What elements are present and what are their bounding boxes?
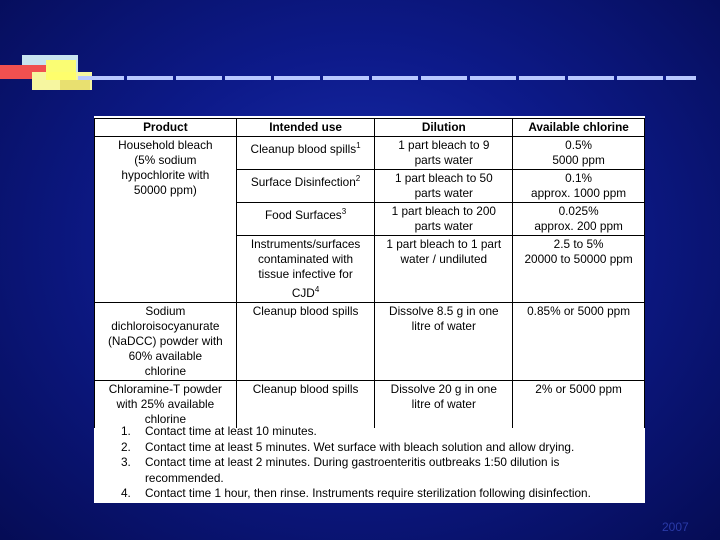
dilution-cell — [375, 236, 513, 303]
cell-line — [239, 282, 373, 301]
cell-line: Cleanup blood spills — [252, 381, 359, 396]
cell-line: parts water — [414, 219, 473, 233]
intended-use-cell — [236, 203, 375, 236]
cell-line: contaminated with — [258, 252, 354, 266]
cell-line: chlorine — [144, 363, 187, 378]
footnote-number: 1. — [121, 424, 131, 438]
chlorine-dilution-table — [94, 118, 645, 428]
table-header-row — [95, 119, 645, 137]
footnote-text: recommended. — [145, 470, 224, 485]
footnote-item — [121, 455, 645, 471]
cell-line — [239, 204, 373, 223]
footnote-item — [121, 486, 645, 502]
product-cell — [95, 137, 237, 303]
table-row — [95, 302, 645, 380]
footnote-number: 4. — [121, 486, 131, 500]
cell-line: 1 part bleach to 9 — [398, 138, 490, 152]
cell-line: parts water — [414, 153, 473, 167]
use-text: Food Surfaces — [264, 207, 342, 222]
dilution-cell — [375, 137, 513, 170]
intended-use-cell — [236, 236, 375, 303]
cell-line: 0.5% — [565, 138, 593, 152]
chlorine-cell — [513, 236, 645, 303]
footnote-number: 3. — [121, 455, 131, 469]
table-row — [95, 137, 645, 170]
column-header: Product — [95, 119, 237, 137]
product-cell — [95, 302, 237, 380]
cell-line: 0.025% — [558, 204, 599, 218]
column-header: Intended use — [236, 119, 375, 137]
cell-line: with 25% available — [116, 396, 215, 411]
chlorine-cell — [513, 302, 645, 380]
footnote-marker: 2 — [355, 174, 361, 183]
cell-line: 0.85% or 5000 ppm — [527, 303, 631, 318]
cell-line: tissue infective for — [258, 267, 353, 281]
footnote-text: Contact time 1 hour, then rinse. Instruments require sterilization following disinfection. — [145, 486, 591, 500]
intended-use-cell — [236, 380, 375, 428]
cell-line: 50000 ppm) — [133, 183, 197, 197]
footnote-number: 2. — [121, 439, 131, 454]
cell-line: chlorine — [144, 411, 187, 426]
column-header: Dilution — [375, 119, 513, 137]
cell-line: Cleanup blood spills — [252, 303, 359, 318]
cell-line: 1 part bleach to 200 — [391, 204, 496, 218]
footnote-marker: 4 — [314, 285, 320, 294]
cell-line: water / undiluted — [400, 252, 488, 266]
cell-line: 0.1% — [565, 171, 593, 185]
cell-line: approx. 200 ppm — [534, 219, 623, 233]
header-decoration-block — [60, 80, 90, 90]
footnote-item — [121, 440, 645, 456]
cell-line: parts water — [414, 186, 473, 200]
column-header: Available chlorine — [513, 119, 645, 137]
use-text: CJD — [291, 285, 315, 300]
cell-line: 1 part bleach to 50 — [394, 171, 493, 185]
cell-line: dichloroisocyanurate — [111, 318, 220, 333]
footnote-item — [121, 424, 645, 440]
footer-year: 2007 — [662, 520, 689, 534]
cell-line: Dissolve 20 g in one — [390, 381, 497, 396]
cell-line — [239, 138, 373, 157]
header-divider-rule — [78, 76, 696, 80]
cell-line: litre of water — [411, 318, 476, 333]
dilution-cell — [375, 380, 513, 428]
intended-use-cell — [236, 137, 375, 170]
intended-use-cell — [236, 302, 375, 380]
cell-line: Instruments/surfaces — [250, 237, 361, 251]
footnote-item — [121, 471, 645, 487]
footnote-text: Contact time at least 10 minutes. — [145, 424, 317, 438]
cell-line: approx. 1000 ppm — [531, 186, 627, 200]
cell-line: (5% sodium — [134, 153, 197, 167]
cell-line: Household bleach — [118, 138, 213, 152]
cell-line: 20000 to 50000 ppm — [524, 252, 633, 266]
cell-line: 5000 ppm — [552, 153, 605, 167]
product-cell — [95, 380, 237, 428]
header-decoration-block — [46, 60, 76, 80]
footnote-number — [121, 471, 145, 487]
cell-line: hypochlorite with — [121, 168, 210, 182]
chlorine-table-panel — [94, 116, 645, 503]
cell-line: Dissolve 8.5 g in one — [389, 303, 499, 318]
footnote-marker: 1 — [356, 141, 361, 150]
cell-line: 1 part bleach to 1 part — [386, 237, 502, 251]
footnotes-list — [121, 424, 645, 502]
dilution-cell — [375, 170, 513, 203]
dilution-cell — [375, 203, 513, 236]
cell-line: Sodium — [145, 303, 186, 318]
footnote-text: Contact time at least 2 minutes. During gastroenteritis outbreaks 1:50 dilution is — [145, 455, 560, 469]
footnote-text: Contact time at least 5 minutes. Wet surface with bleach solution and allow drying. — [145, 439, 575, 454]
use-text: Surface Disinfection — [250, 174, 356, 189]
cell-line — [239, 171, 373, 190]
use-text: Cleanup blood spills — [250, 141, 357, 156]
chlorine-cell — [513, 170, 645, 203]
chlorine-cell — [513, 137, 645, 170]
cell-line: Chloramine-T powder — [108, 381, 222, 396]
cell-line: 2% or 5000 ppm — [535, 381, 622, 396]
chlorine-cell — [513, 203, 645, 236]
cell-line: (NaDCC) powder with — [107, 333, 223, 348]
footnote-marker: 3 — [341, 207, 347, 216]
cell-line: 60% available — [128, 348, 203, 363]
table-row — [95, 380, 645, 428]
chlorine-cell — [513, 380, 645, 428]
intended-use-cell — [236, 170, 375, 203]
cell-line: litre of water — [411, 396, 476, 411]
cell-line: 2.5 to 5% — [553, 237, 604, 251]
dilution-cell — [375, 302, 513, 380]
